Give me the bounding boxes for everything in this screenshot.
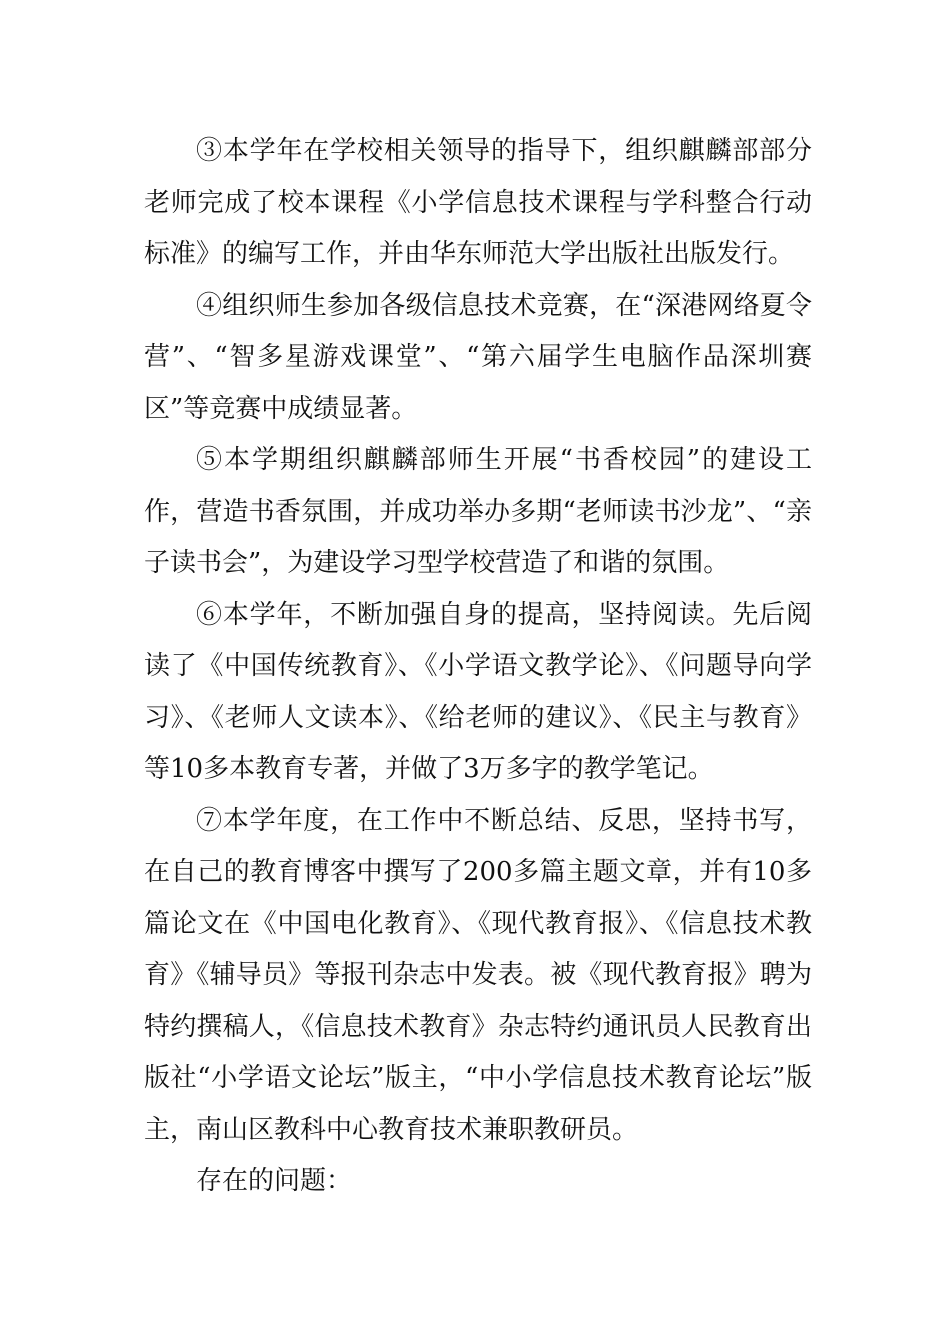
- paragraph-item-7: ⑦本学年度，在工作中不断总结、反思，坚持书写，在自己的教育博客中撰写了200多篇主题文章，并有10多篇论文在《中国电化教育》、《现代教育报》、《信息技术教育》《辅导员》等报刊杂志中发表。被《现代教育报》聘为特约撰稿人，《信息技术教育》杂志特约通讯员人民教育出版社“小学语文论坛”版主，“中小学信息技术教育论坛”版主，南山区教科中心教育技术兼职教研员。: [144, 805, 812, 1145]
- document-body: [144, 126, 812, 1208]
- paragraph-item-5: ⑤本学期组织麒麟部师生开展“书香校园”的建设工作，营造书香氛围，并成功举办多期“老师读书沙龙”、“亲子读书会”，为建设学习型学校营造了和谐的氛围。: [144, 445, 812, 578]
- paragraph-item-4: ④组织师生参加各级信息技术竞赛，在“深港网络夏令营”、“智多星游戏课堂”、“第六届学生电脑作品深圳赛区”等竞赛中成绩显著。: [144, 290, 812, 424]
- problems-heading: 存在的问题：: [196, 1166, 353, 1196]
- paragraph-item-6: ⑥本学年，不断加强自身的提高，坚持阅读。先后阅读了《中国传统教育》、《小学语文教学论》、《问题导向学习》、《老师人文读本》、《给老师的建议》、《民主与教育》等10多本教育专著，并做了3万多字的教学笔记。: [144, 599, 812, 784]
- paragraph-item-3: ③本学年在学校相关领导的指导下，组织麒麟部部分老师完成了校本课程《小学信息技术课程与学科整合行动标准》的编写工作，并由华东师范大学出版社出版发行。: [144, 136, 812, 269]
